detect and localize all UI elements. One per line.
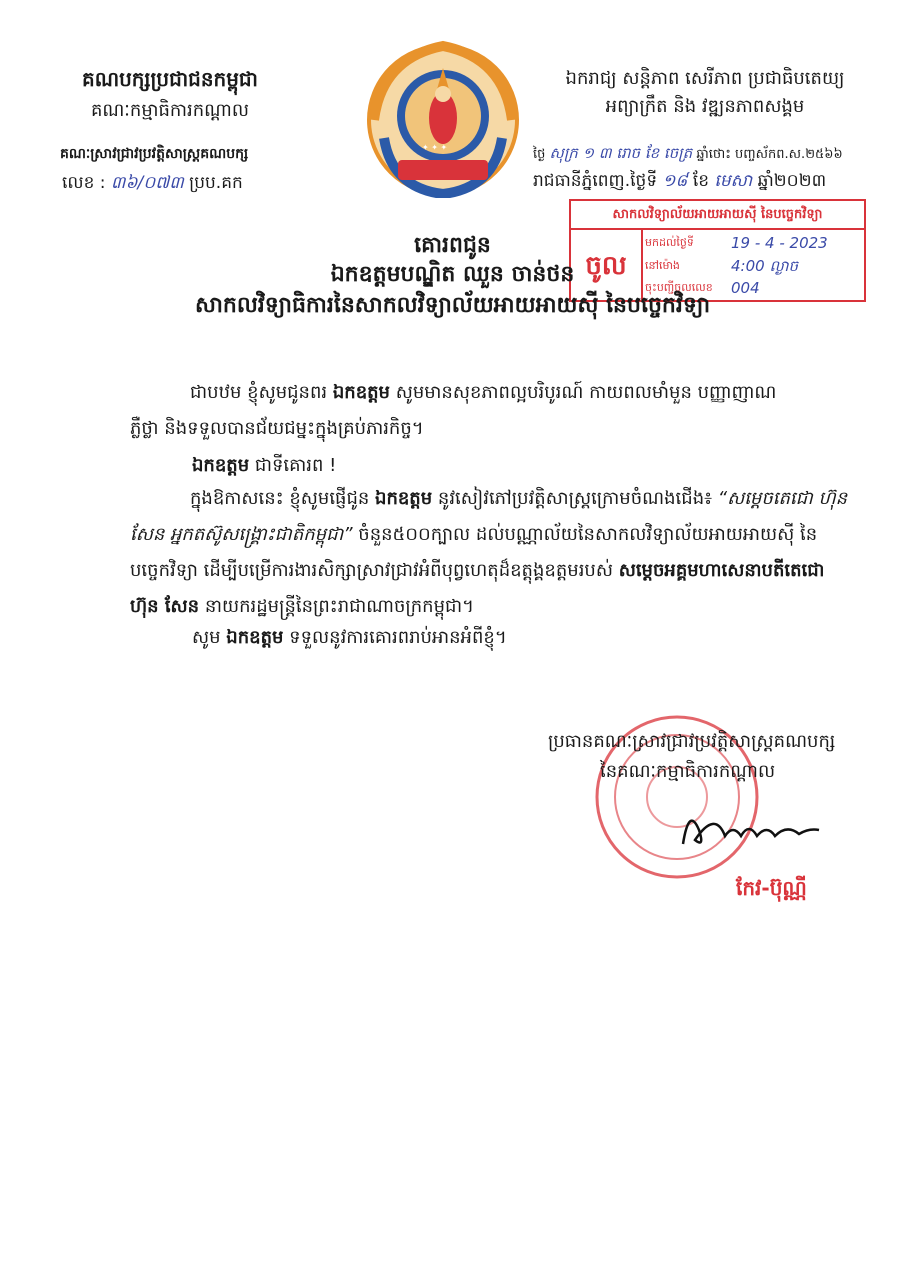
date-month-label: ខែ <box>692 171 710 191</box>
p2-text: ជាទីគោរព ! <box>249 455 337 476</box>
party-emblem <box>362 38 524 198</box>
stamp-date-value: 19 - 4 - 2023 <box>731 234 828 252</box>
p3-text-g: នាយករដ្ឋមន្ត្រីនៃព្រះរាជាណាចក្រកម្ពុជា។ <box>199 596 475 617</box>
date-year: ឆ្នាំ២០២៣ <box>757 171 827 191</box>
p1-text-a: ជាបឋម ខ្ញុំសូមជូនពរ <box>190 382 333 403</box>
p3-honorific: ឯកឧត្តម <box>375 488 433 509</box>
signatory-title-1: ប្រធានគណៈស្រាវជ្រាវប្រវត្តិសាស្ត្រគណបក្ស <box>548 731 836 752</box>
solar-date <box>533 170 826 195</box>
p3-text-a: ក្នុងឱកាសនេះ ខ្ញុំសូមផ្ញើជូន <box>190 488 376 509</box>
body-paragraph-3 <box>130 481 850 625</box>
reference-value: ៣៦/០៧៣ <box>110 173 184 193</box>
p4-honorific: ឯកឧត្តម <box>226 627 284 648</box>
lunar-date-suffix: ឆ្នាំថោះ បញ្ចស័កព.ស.២៥៦៦ <box>696 147 843 162</box>
stamp-time-value: 4:00 ល្ងាច <box>731 257 799 275</box>
committee-name: គណៈកម្មាធិការកណ្ដាល <box>91 100 249 121</box>
stamp-incoming-label: ចូល <box>571 230 643 300</box>
p3-text-c: នូវសៀវភៅប្រវត្តិសាស្ត្រក្រោមចំណងជើង៖ <box>432 488 718 509</box>
body-paragraph-2 <box>192 453 336 480</box>
signatory-title-2: នៃគណៈកម្មាធិការកណ្ដាល <box>600 761 776 782</box>
reference-number <box>62 172 243 197</box>
national-motto-line1: ឯករាជ្យ សន្តិភាព សេរីភាព ប្រជាធិបតេយ្យ <box>565 68 845 89</box>
date-month: មេសា <box>714 171 753 191</box>
p4-text-c: ទទួលនូវការគោរពរាប់អានអំពីខ្ញុំ។ <box>283 627 507 648</box>
lunar-date <box>533 144 843 166</box>
date-day: ១៨ <box>662 171 688 191</box>
stamp-register-value: 004 <box>731 279 760 297</box>
p1-text-d: ភ្លឺថ្លា និងទទួលបានជ័យជម្នះក្នុងគ្រប់ភារកិច្ច។ <box>130 418 424 439</box>
p4-text-a: សូម <box>192 627 227 648</box>
stamp-header: សាកលវិទ្យាល័យអាយអាយស៊ី នៃបច្ចេកវិទ្យា <box>571 201 864 230</box>
recipient-salutation: គោរពជូន <box>414 233 491 258</box>
p1-honorific: ឯកឧត្តម <box>332 382 390 403</box>
p3-book-title: “សម្ដេចតេជោ ហ៊ុន សែន អ្នកតស៊ូសង្គ្រោះជាតិកម្ពុជា” <box>130 488 848 545</box>
reference-label: លេខ : <box>62 173 106 193</box>
p2-honorific: ឯកឧត្តម <box>192 455 250 476</box>
signatory-name: កែវ-ប៊ុណ្ណី <box>736 876 807 900</box>
party-emblem-icon <box>362 38 524 198</box>
lunar-date-value: សុក្រ ១ ៣ រោច ខែ ចេត្រ <box>549 144 693 162</box>
recipient-title: សាកលវិទ្យាធិការនៃសាកលវិទ្យាល័យអាយអាយស៊ី នៃបច្ចេកវិទ្យា <box>194 293 711 318</box>
recipient-name: ឯកឧត្តមបណ្ឌិត ឈួន ចាន់ថន <box>330 262 575 287</box>
commission-name: គណៈស្រាវជ្រាវប្រវត្តិសាស្ត្រគណបក្ស <box>60 146 249 162</box>
body-paragraph-1 <box>130 375 850 447</box>
reference-suffix: ប្រប.គក <box>189 173 243 193</box>
party-name: គណបក្សប្រជាជនកម្ពុជា <box>82 67 258 91</box>
signature-icon <box>675 800 825 860</box>
p3-text-e: ចំនួន៥០០ក្បាល ដល់បណ្ណាល័យនៃសាកលវិទ្យាល័យអាយអាយស៊ី នៃបច្ចេកវិទ្យា ដើម្បីបម្រើការងារសិក្សាស្រាវជ្រាវអំពីបុព្វហេតុដ៏ឧត្តុង្គឧត្តមរបស់ <box>130 524 818 581</box>
lunar-date-prefix: ថ្ងៃ <box>533 147 546 162</box>
national-motto-line2: អព្យាក្រឹត និង វឌ្ឍនភាពសង្គម <box>605 96 805 117</box>
stamp-register-label: ចុះបញ្ជីចូលលេខ <box>645 281 713 294</box>
stamp-date-label: មកដល់ថ្ងៃទី <box>645 236 694 249</box>
svg-text:✦ ✦ ✦: ✦ ✦ ✦ <box>422 143 448 152</box>
p3-prime-minister: សម្ដេចអគ្គមហាសេនាបតីតេជោ ហ៊ុន សែន <box>130 560 825 617</box>
p1-text-c: សូមមានសុខភាពល្អបរិបូរណ៍ កាយពលមាំមួន បញ្ញាញាណ <box>389 382 777 403</box>
body-paragraph-4 <box>192 625 507 652</box>
date-prefix: រាជធានីភ្នំពេញ.ថ្ងៃទី <box>533 171 658 191</box>
stamp-time-label: នៅម៉ោង <box>645 259 680 272</box>
handwritten-signature <box>675 800 825 860</box>
